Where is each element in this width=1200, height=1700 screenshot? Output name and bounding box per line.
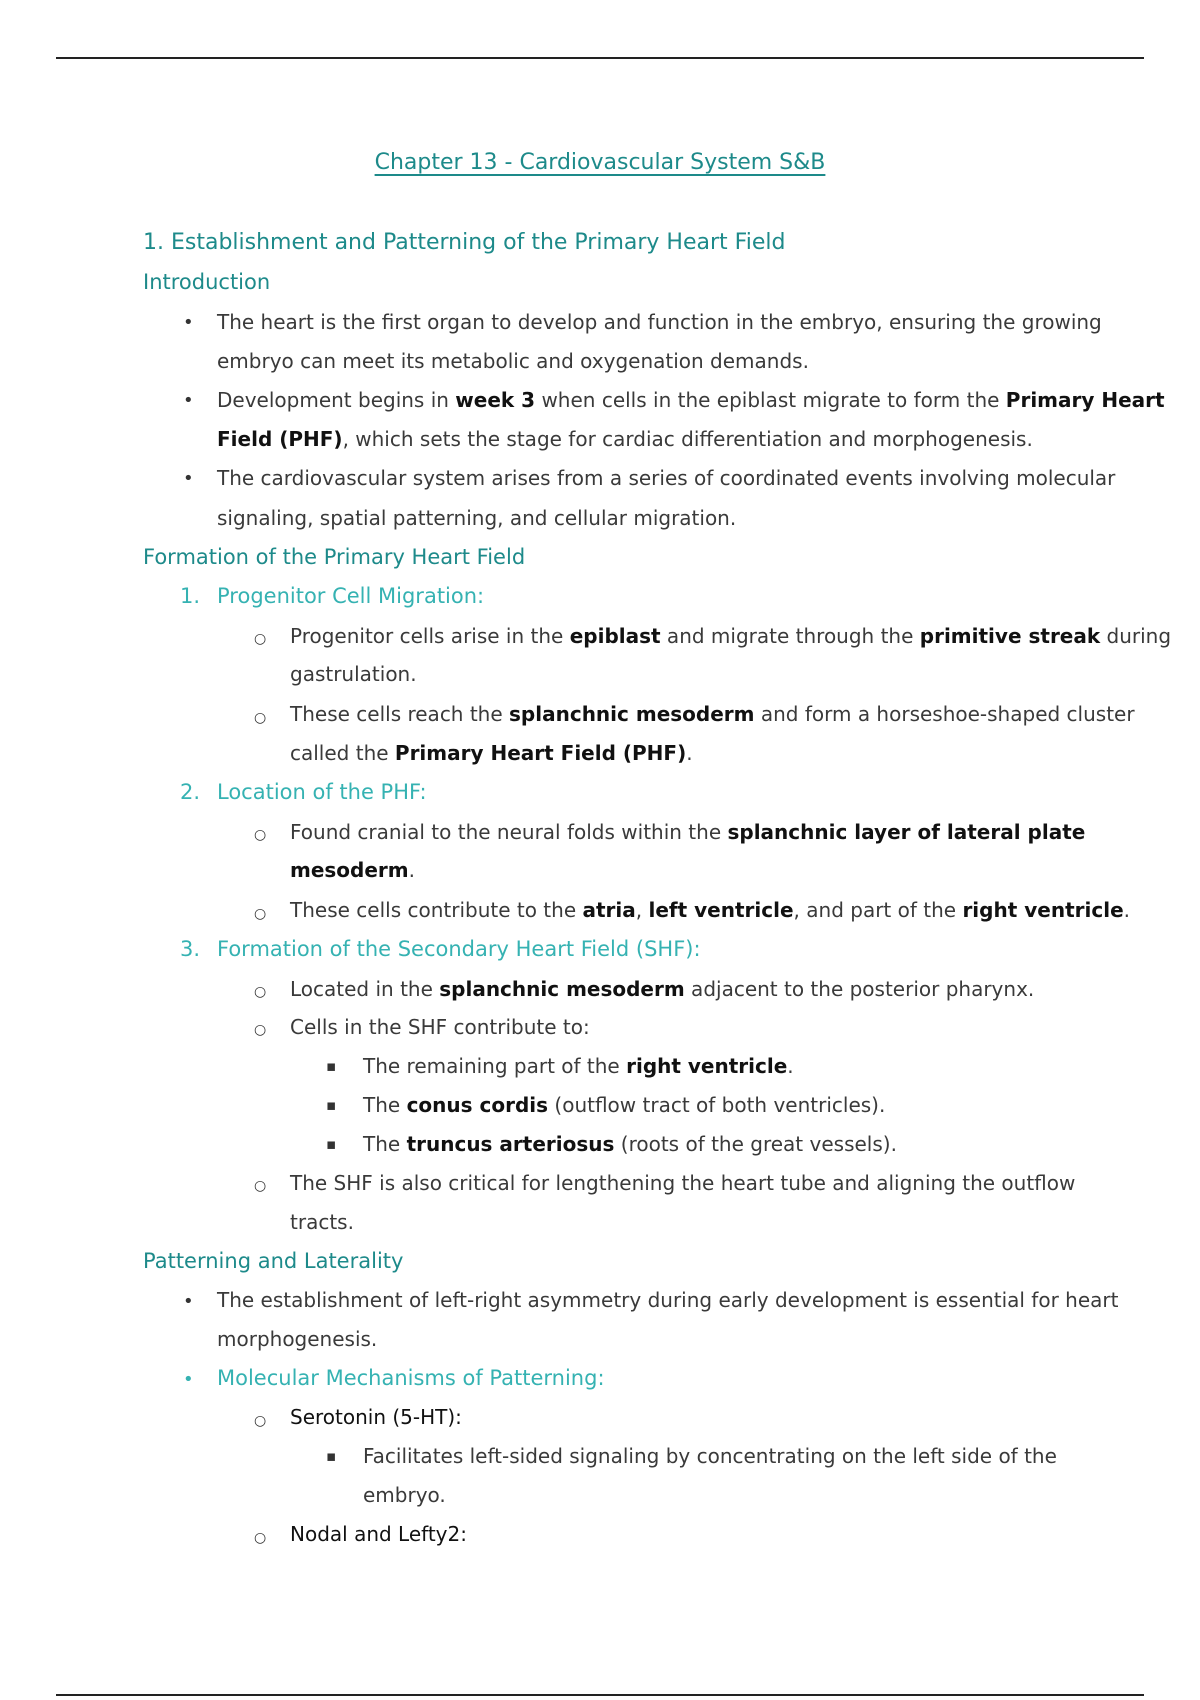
item-2-sub-1-line-1 [290,820,1085,844]
circle-marker: ○ [254,1413,267,1429]
text: These cells contribute to the [290,898,583,922]
nodal-label: Nodal and Lefty2: [290,1522,467,1546]
item-3-sub-3-line-1: The SHF is also critical for lengthening the heart tube and aligning the outflow [290,1171,1076,1195]
page-title: Chapter 13 - Cardiovascular System S&B [374,150,826,175]
item-2-label: Location of the PHF: [217,780,427,804]
intro-bullet-1-line-1: The heart is the first organ to develop and function in the embryo, ensuring the growing [217,310,1102,334]
item-2-sub-2 [290,898,1130,922]
intro-bullet-2-line-1 [217,388,1165,412]
square-marker: ▪ [326,1057,337,1075]
bullet-marker: • [183,390,194,411]
item-3-tertiary-3 [363,1132,897,1156]
emphasis: conus cordis [406,1093,549,1117]
circle-marker: ○ [254,631,267,647]
item-3-tertiary-1 [363,1054,794,1078]
emphasis: truncus arteriosus [406,1132,615,1156]
intro-bullet-1-line-2: embryo can meet its metabolic and oxygenation demands. [217,349,809,373]
patterning-heading: Patterning and Laterality [143,1249,404,1273]
list-number: 2. [180,780,201,804]
circle-marker: ○ [254,710,267,726]
text: The remaining part of the [363,1054,627,1078]
text: , and part of the [793,898,963,922]
text: and migrate through the [660,624,920,648]
square-marker: ▪ [326,1447,337,1465]
text: The [363,1132,407,1156]
emphasis: primitive streak [919,624,1101,648]
bottom-rule [56,1694,1144,1696]
text: . [787,1054,794,1078]
bullet-marker: • [183,312,194,333]
item-1-sub-1-line-2: gastrulation. [290,662,417,686]
text: , which sets the stage for cardiac differentiation and morphogenesis. [342,427,1033,451]
text: . [1123,898,1130,922]
bullet-marker: • [183,468,194,489]
text: called the [290,741,395,765]
text: Development begins in [217,388,456,412]
emphasis: epiblast [569,624,661,648]
emphasis: right ventricle [962,898,1124,922]
serotonin-label: Serotonin (5-HT): [290,1405,462,1429]
circle-marker: ○ [254,1022,267,1038]
circle-marker: ○ [254,1530,267,1546]
text: (outflow tract of both ventricles). [548,1093,886,1117]
text: when cells in the epiblast migrate to form the [535,388,1006,412]
item-2-sub-1-line-2 [290,858,415,882]
emphasis: atria [582,898,636,922]
section-heading: 1. Establishment and Patterning of the Primary Heart Field [143,230,786,255]
top-rule [56,57,1144,59]
text: . [686,741,693,765]
item-1-sub-2-line-1 [290,702,1135,726]
text: Located in the [290,977,440,1001]
text: . [408,858,415,882]
emphasis: splanchnic mesoderm [509,702,755,726]
emphasis: splanchnic mesoderm [439,977,685,1001]
item-3-sub-1 [290,977,1034,1001]
text: The [363,1093,407,1117]
text: adjacent to the posterior pharynx. [684,977,1035,1001]
text: These cells reach the [290,702,510,726]
bullet-marker: • [183,1291,194,1312]
bullet-marker: • [183,1369,194,1390]
item-1-label: Progenitor Cell Migration: [217,584,485,608]
text: , [635,898,649,922]
intro-bullet-3-line-2: signaling, spatial patterning, and cellular migration. [217,506,737,530]
formation-heading: Formation of the Primary Heart Field [143,545,526,569]
emphasis: week 3 [455,388,536,412]
serotonin-detail-line-1: Facilitates left-sided signaling by concentrating on the left side of the [363,1444,1057,1468]
serotonin-detail-line-2: embryo. [363,1483,446,1507]
item-1-sub-1-line-1 [290,624,1171,648]
emphasis: left ventricle [648,898,794,922]
item-3-sub-2: Cells in the SHF contribute to: [290,1015,590,1039]
text: during [1100,624,1172,648]
emphasis: Primary Heart Field (PHF) [394,741,687,765]
square-marker: ▪ [326,1096,337,1114]
list-number: 1. [180,584,201,608]
text: (roots of the great vessels). [614,1132,897,1156]
intro-bullet-3-line-1: The cardiovascular system arises from a series of coordinated events involving molecular [217,466,1116,490]
text: Found cranial to the neural folds within the [290,820,728,844]
intro-bullet-2-line-2 [217,427,1033,451]
emphasis: splanchnic layer of lateral plate [727,820,1086,844]
circle-marker: ○ [254,984,267,1000]
square-marker: ▪ [326,1135,337,1153]
emphasis: right ventricle [626,1054,788,1078]
item-3-sub-3-line-2: tracts. [290,1210,354,1234]
patterning-bullet-1-line-2: morphogenesis. [217,1327,378,1351]
circle-marker: ○ [254,1178,267,1194]
item-3-tertiary-2 [363,1093,885,1117]
item-1-sub-2-line-2 [290,741,693,765]
circle-marker: ○ [254,906,267,922]
text: Progenitor cells arise in the [290,624,570,648]
mechanisms-label: Molecular Mechanisms of Patterning: [217,1366,605,1390]
item-3-label: Formation of the Secondary Heart Field (SHF): [217,937,701,961]
list-number: 3. [180,937,201,961]
intro-heading: Introduction [143,270,271,294]
emphasis: mesoderm [290,858,409,882]
patterning-bullet-1-line-1: The establishment of left-right asymmetry during early development is essential for heart [217,1288,1119,1312]
emphasis: Primary Heart [1005,388,1165,412]
emphasis: Field (PHF) [217,427,343,451]
text: and form a horseshoe-shaped cluster [754,702,1135,726]
circle-marker: ○ [254,827,267,843]
